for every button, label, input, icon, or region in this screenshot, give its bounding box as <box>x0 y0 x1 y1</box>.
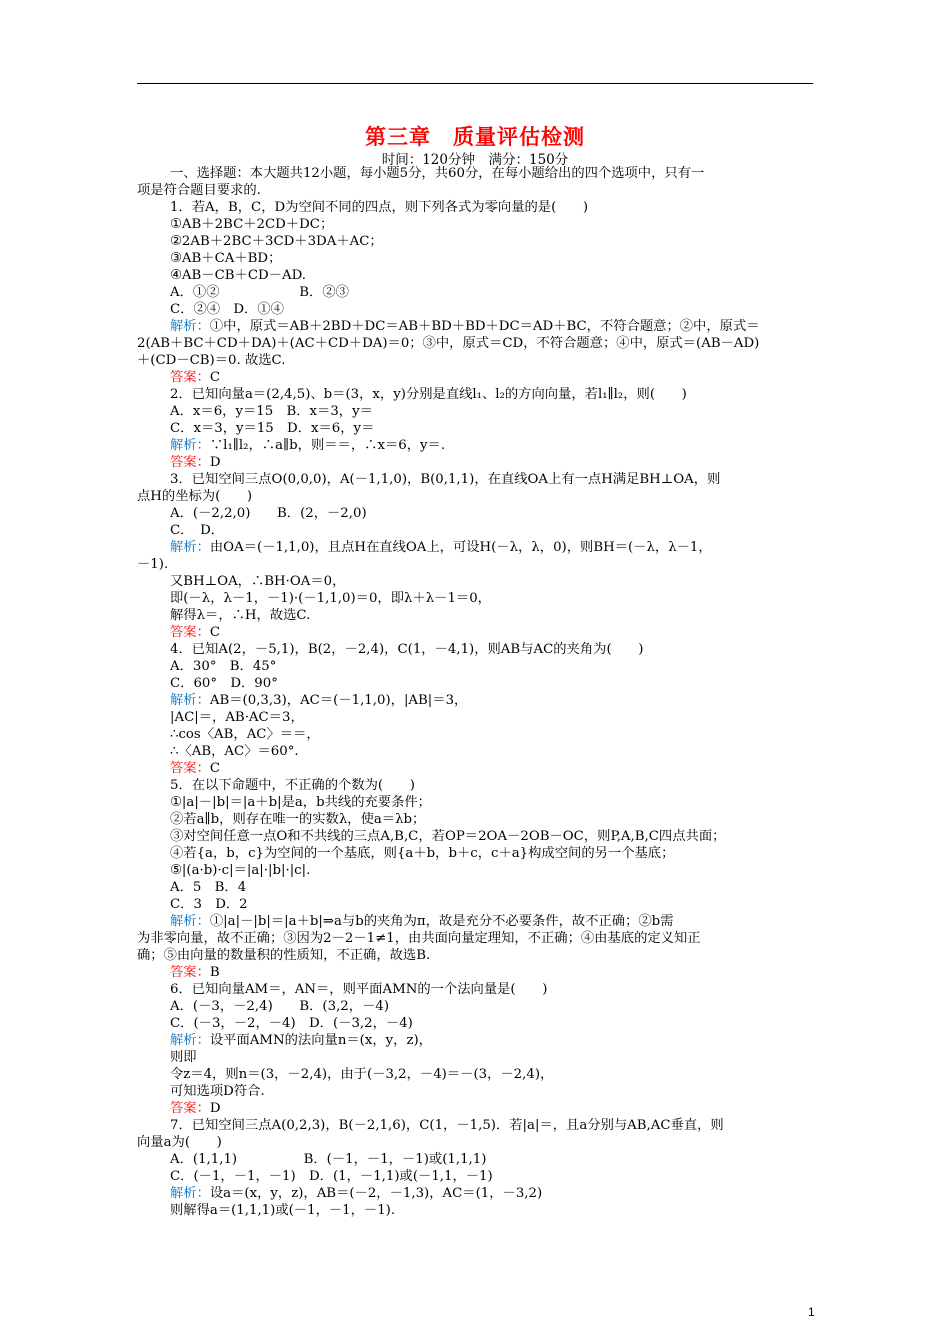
intro-line: 一、选择题：本大题共12小题，每小题5分，共60分，在每小题给出的四个选项中，只有一 <box>170 166 705 181</box>
question-7-stem: 7．已知空间三点A(0,2,3)，B(－2,1,6)，C(1，－1,5)．若|a|＝，且a分别与AB,AC垂直，则 <box>170 1118 724 1133</box>
q1-options: C．②④ D．①④ <box>170 302 284 317</box>
q4-step: |AC|＝，AB·AC＝3， <box>170 710 304 725</box>
page-number: 1 <box>808 1305 815 1319</box>
exam-time-info: 时间：120分钟 满分：150分 <box>381 152 569 168</box>
q5-analysis-line: 确；⑤由向量的数量积的性质知，不正确，故选B. <box>137 948 431 963</box>
q1-item: ③AB＋CA＋BD； <box>170 251 282 266</box>
q7-options: A．(1,1,1) B．(－1，－1，－1)或(1,1,1) <box>170 1152 487 1167</box>
analysis-text: ①中，原式＝AB＋2BD＋DC＝AB＋BD＋BD＋DC＝AD＋BC，不符合题意；②中，原式＝ <box>209 319 760 334</box>
answer-label: 答案： <box>170 625 210 640</box>
q1-item: ①AB＋2BC＋2CD＋DC； <box>170 217 334 232</box>
q1-analysis <box>137 318 817 335</box>
question-1-stem: 1．若A，B，C，D为空间不同的四点，则下列各式为零向量的是( ) <box>170 200 589 215</box>
analysis-label: 解析： <box>170 1033 210 1048</box>
q7-step: 则解得a＝(1,1,1)或(－1，－1，－1). <box>170 1203 396 1218</box>
q4-options: C．60° D．90° <box>170 676 278 691</box>
answer-label: 答案： <box>170 965 210 980</box>
analysis-label: 解析： <box>170 693 210 708</box>
q3-analysis-line: －1). <box>137 557 169 572</box>
question-7-stem-cont: 向量a为( ) <box>137 1135 222 1150</box>
q2-options: A．x＝6，y＝15 B．x＝3，y＝ <box>170 404 373 419</box>
q5-item: ②若a∥b，则存在唯一的实数λ，使a＝λb； <box>170 812 426 827</box>
analysis-label: 解析： <box>170 319 210 334</box>
q6-step: 可知选项D符合. <box>170 1084 265 1099</box>
q4-answer <box>137 760 817 777</box>
q5-item: ④若{a，b，c}为空间的一个基底，则{a＋b，b＋c，c＋a}构成空间的另一个基底； <box>170 846 675 861</box>
q3-analysis <box>137 539 817 556</box>
q1-options: A．①② B．②③ <box>170 285 349 300</box>
analysis-text: AB＝(0,3,3)，AC＝(－1,1,0)，|AB|＝3， <box>209 693 468 708</box>
analysis-text: ①|a|－|b|＝|a＋b|⇒a与b的夹角为π，故是充分不必要条件，故不正确；②b需 <box>209 914 674 929</box>
answer-value: C <box>209 370 221 385</box>
q3-step: 即(－λ，λ－1，－1)·(－1,1,0)＝0，即λ＋λ－1＝0， <box>170 591 491 606</box>
q4-analysis <box>137 692 817 709</box>
q6-step: 则即 <box>170 1050 197 1065</box>
answer-value: C <box>209 625 221 640</box>
question-2-stem: 2．已知向量a＝(2,4,5)、b＝(3，x，y)分别是直线l₁、l₂的方向向量，若l₁∥l₂，则( ) <box>170 387 687 402</box>
q1-analysis-line: ＋(CD－CB)＝0. 故选C. <box>137 353 286 368</box>
q3-answer <box>137 624 817 641</box>
question-4-stem: 4．已知A(2，－5,1)，B(2，－2,4)，C(1，－4,1)，则AB与AC的夹角为( ) <box>170 642 644 657</box>
q6-step: 令z＝4，则n＝(3，－2,4)，由于(－3,2，－4)＝－(3，－2,4)， <box>170 1067 554 1082</box>
q5-analysis <box>137 913 817 930</box>
analysis-text: 设平面AMN的法向量n＝(x，y，z)， <box>209 1033 432 1048</box>
analysis-label: 解析： <box>170 438 210 453</box>
question-3-stem-cont: 点H的坐标为( ) <box>137 489 253 504</box>
analysis-label: 解析： <box>170 914 210 929</box>
answer-label: 答案： <box>170 761 210 776</box>
answer-label: 答案： <box>170 455 210 470</box>
q2-options: C．x＝3，y＝15 D．x＝6，y＝ <box>170 421 375 436</box>
question-3-stem: 3．已知空间三点O(0,0,0)，A(－1,1,0)，B(0,1,1)，在直线OA上有一点H满足BH⊥OA，则 <box>170 472 721 487</box>
analysis-label: 解析： <box>170 1186 210 1201</box>
q4-step: ∴〈AB，AC〉＝60°. <box>170 744 299 759</box>
q6-options: A．(－3，－2,4) B．(3,2，－4) <box>170 999 390 1014</box>
q2-analysis <box>137 437 817 454</box>
q1-item: ④AB－CB＋CD－AD. <box>170 268 306 283</box>
header-rule <box>137 83 813 84</box>
q2-answer <box>137 454 817 471</box>
q6-answer <box>137 1100 817 1117</box>
q5-item: ①|a|－|b|＝|a＋b|是a，b共线的充要条件； <box>170 795 431 810</box>
q4-step: ∴cos〈AB，AC〉＝＝， <box>170 727 320 742</box>
question-5-stem: 5．在以下命题中，不正确的个数为( ) <box>170 778 415 793</box>
answer-label: 答案： <box>170 1101 210 1116</box>
q5-analysis-line: 为非零向量，故不正确；③因为2－2－1≠1，由共面向量定理知，不正确；④由基底的定义知正 <box>137 931 701 946</box>
answer-value: D <box>209 1101 221 1116</box>
q5-item: ⑤|(a·b)·c|＝|a|·|b|·|c|. <box>170 863 311 878</box>
answer-value: B <box>209 965 220 980</box>
document-body <box>137 165 817 1219</box>
q6-options: C．(－3，－2，－4) D．(－3,2，－4) <box>170 1016 413 1031</box>
q7-options: C．(－1，－1，－1) D．(1，－1,1)或(－1,1，－1) <box>170 1169 493 1184</box>
analysis-text: 设a＝(x，y，z)，AB＝(－2，－1,3)，AC＝(1，－3,2) <box>209 1186 543 1201</box>
q6-analysis <box>137 1032 817 1049</box>
intro-line: 项是符合题目要求的. <box>137 183 261 198</box>
q3-step: 解得λ＝，∴H，故选C. <box>170 608 311 623</box>
page-title: 第三章 质量评估检测 <box>365 124 585 149</box>
q4-options: A．30° B．45° <box>170 659 277 674</box>
q1-item: ②2AB＋2BC＋3CD＋3DA＋AC； <box>170 234 383 249</box>
q5-item: ③对空间任意一点O和不共线的三点A,B,C，若OP＝2OA－2OB－OC，则P,A,B,C四点共面； <box>170 829 726 844</box>
answer-label: 答案： <box>170 370 210 385</box>
q5-options: C．3 D．2 <box>170 897 248 912</box>
analysis-text: 由OA＝(－1,1,0)，且点H在直线OA上，可设H(－λ，λ，0)，则BH＝(－λ，λ－1， <box>209 540 712 555</box>
answer-value: C <box>209 761 221 776</box>
analysis-text: ∵l₁∥l₂，∴a∥b，则＝＝，∴x＝6，y＝. <box>209 438 446 453</box>
q5-options: A．5 B．4 <box>170 880 247 895</box>
q3-step: 又BH⊥OA，∴BH·OA＝0， <box>170 574 346 589</box>
q1-answer <box>137 369 817 386</box>
q7-analysis <box>137 1185 817 1202</box>
q1-analysis-line: 2(AB＋BC＋CD＋DA)＋(AC＋CD＋DA)＝0；③中，原式＝CD，不符合题意；④中，原式＝(AB－AD) <box>137 336 760 351</box>
answer-value: D <box>209 455 221 470</box>
q3-options: C． D． <box>170 523 225 538</box>
q5-answer <box>137 964 817 981</box>
question-6-stem: 6．已知向量AM＝，AN＝，则平面AMN的一个法向量是( ) <box>170 982 548 997</box>
analysis-label: 解析： <box>170 540 210 555</box>
q3-options: A．(－2,2,0) B．(2，－2,0) <box>170 506 367 521</box>
